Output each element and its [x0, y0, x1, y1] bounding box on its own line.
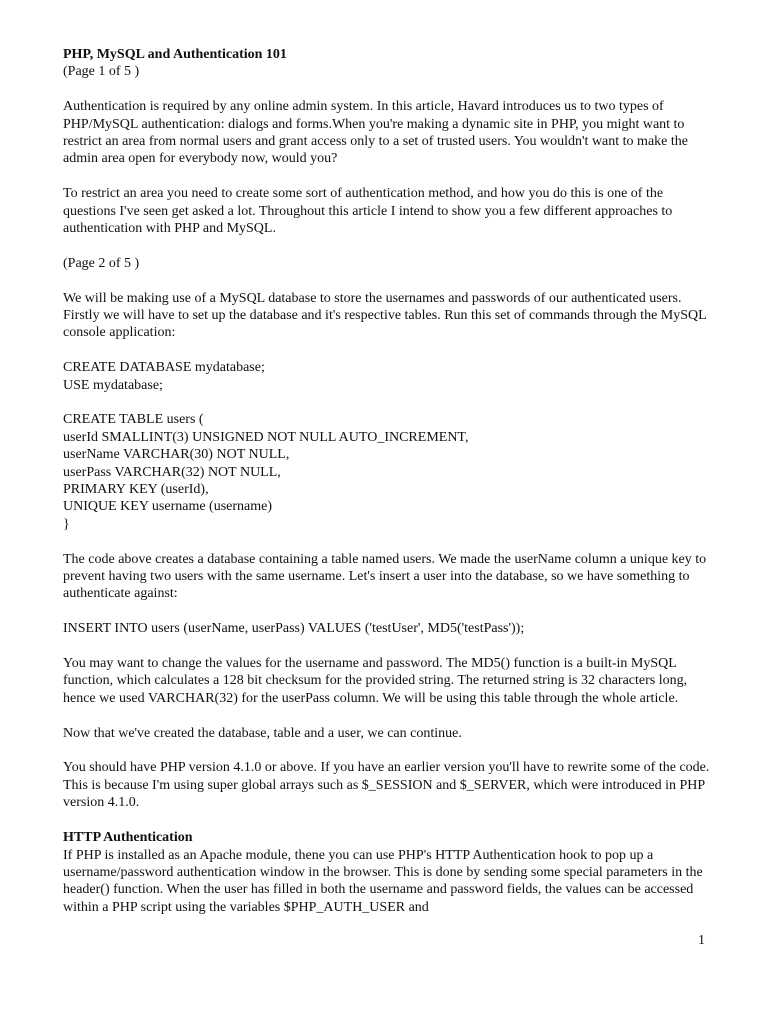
page-number: 1 — [698, 933, 705, 948]
http-authentication-paragraph: If PHP is installed as an Apache module, thene you can use PHP's HTTP Authentication hook to pop up a username/password authentication window in the browser. This is done by sending some special parameters in the header() function. When the user has filled in both the username and password fields, the values can be accessed within a PHP script using the variables $PHP_AUTH_USER and — [63, 847, 703, 915]
code-line: UNIQUE KEY username (username) — [63, 499, 273, 515]
document-page — [63, 46, 711, 916]
database-setup-paragraph: We will be making use of a MySQL database to store the usernames and passwords of our authenticated users. Firstly we will have to set up the database and it's respective tables. Run this set of commands through the MySQL console application: — [63, 290, 707, 341]
code-line: userPass VARCHAR(32) NOT NULL, — [63, 464, 281, 480]
page-marker-1: (Page 1 of 5 ) — [63, 64, 140, 80]
document-title: PHP, MySQL and Authentication 101 — [63, 47, 287, 62]
insert-user-code — [63, 620, 711, 637]
create-table-code — [63, 411, 711, 533]
code-line: userId SMALLINT(3) UNSIGNED NOT NULL AUTO_INCREMENT, — [63, 429, 469, 445]
code-line: CREATE DATABASE mydatabase; — [63, 360, 265, 376]
code-line: userName VARCHAR(30) NOT NULL, — [63, 447, 290, 463]
create-database-code — [63, 359, 711, 394]
php-version-paragraph: You should have PHP version 4.1.0 or above. If you have an earlier version you'll have to rewrite some of the code. This is because I'm using super global arrays such as $_SESSION and $_SERVER, which were introduced in PHP version 4.1.0. — [63, 760, 710, 811]
code-line: } — [63, 516, 70, 532]
intro-paragraph-2: To restrict an area you need to create some sort of authentication method, and how you do this is one of the questions I've seen get asked a lot. Throughout this article I intend to show you a few different approaches to authentication with PHP and MySQL. — [63, 186, 673, 237]
md5-paragraph: You may want to change the values for the username and password. The MD5() function is a built-in MySQL function, which calculates a 128 bit checksum for the provided string. The returned string is 32 characters long, hence we used VARCHAR(32) for the userPass column. We will be using this table through the whole article. — [63, 656, 688, 706]
continue-paragraph: Now that we've created the database, table and a user, we can continue. — [63, 725, 462, 741]
code-line: CREATE TABLE users ( — [63, 412, 204, 428]
table-explanation-paragraph: The code above creates a database containing a table named users. We made the userName column a unique key to prevent having two users with the same username. Let's insert a user into the database, so we have something to authenticate against: — [63, 551, 707, 602]
code-line: INSERT INTO users (userName, userPass) VALUES ('testUser', MD5('testPass')); — [63, 621, 525, 637]
code-line: USE mydatabase; — [63, 377, 163, 393]
intro-paragraph-1: Authentication is required by any online admin system. In this article, Havard introduces us to two types of PHP/MySQL authentication: dialogs and forms.When you're making a dynamic site in PHP, you might want to restrict an area from normal users and grant access only to a set of trusted users. You wouldn't want to make the admin area open for everybody now, would you? — [63, 99, 688, 167]
page-marker-2: (Page 2 of 5 ) — [63, 255, 140, 271]
http-authentication-heading: HTTP Authentication — [63, 830, 193, 846]
code-line: PRIMARY KEY (userId), — [63, 482, 209, 498]
